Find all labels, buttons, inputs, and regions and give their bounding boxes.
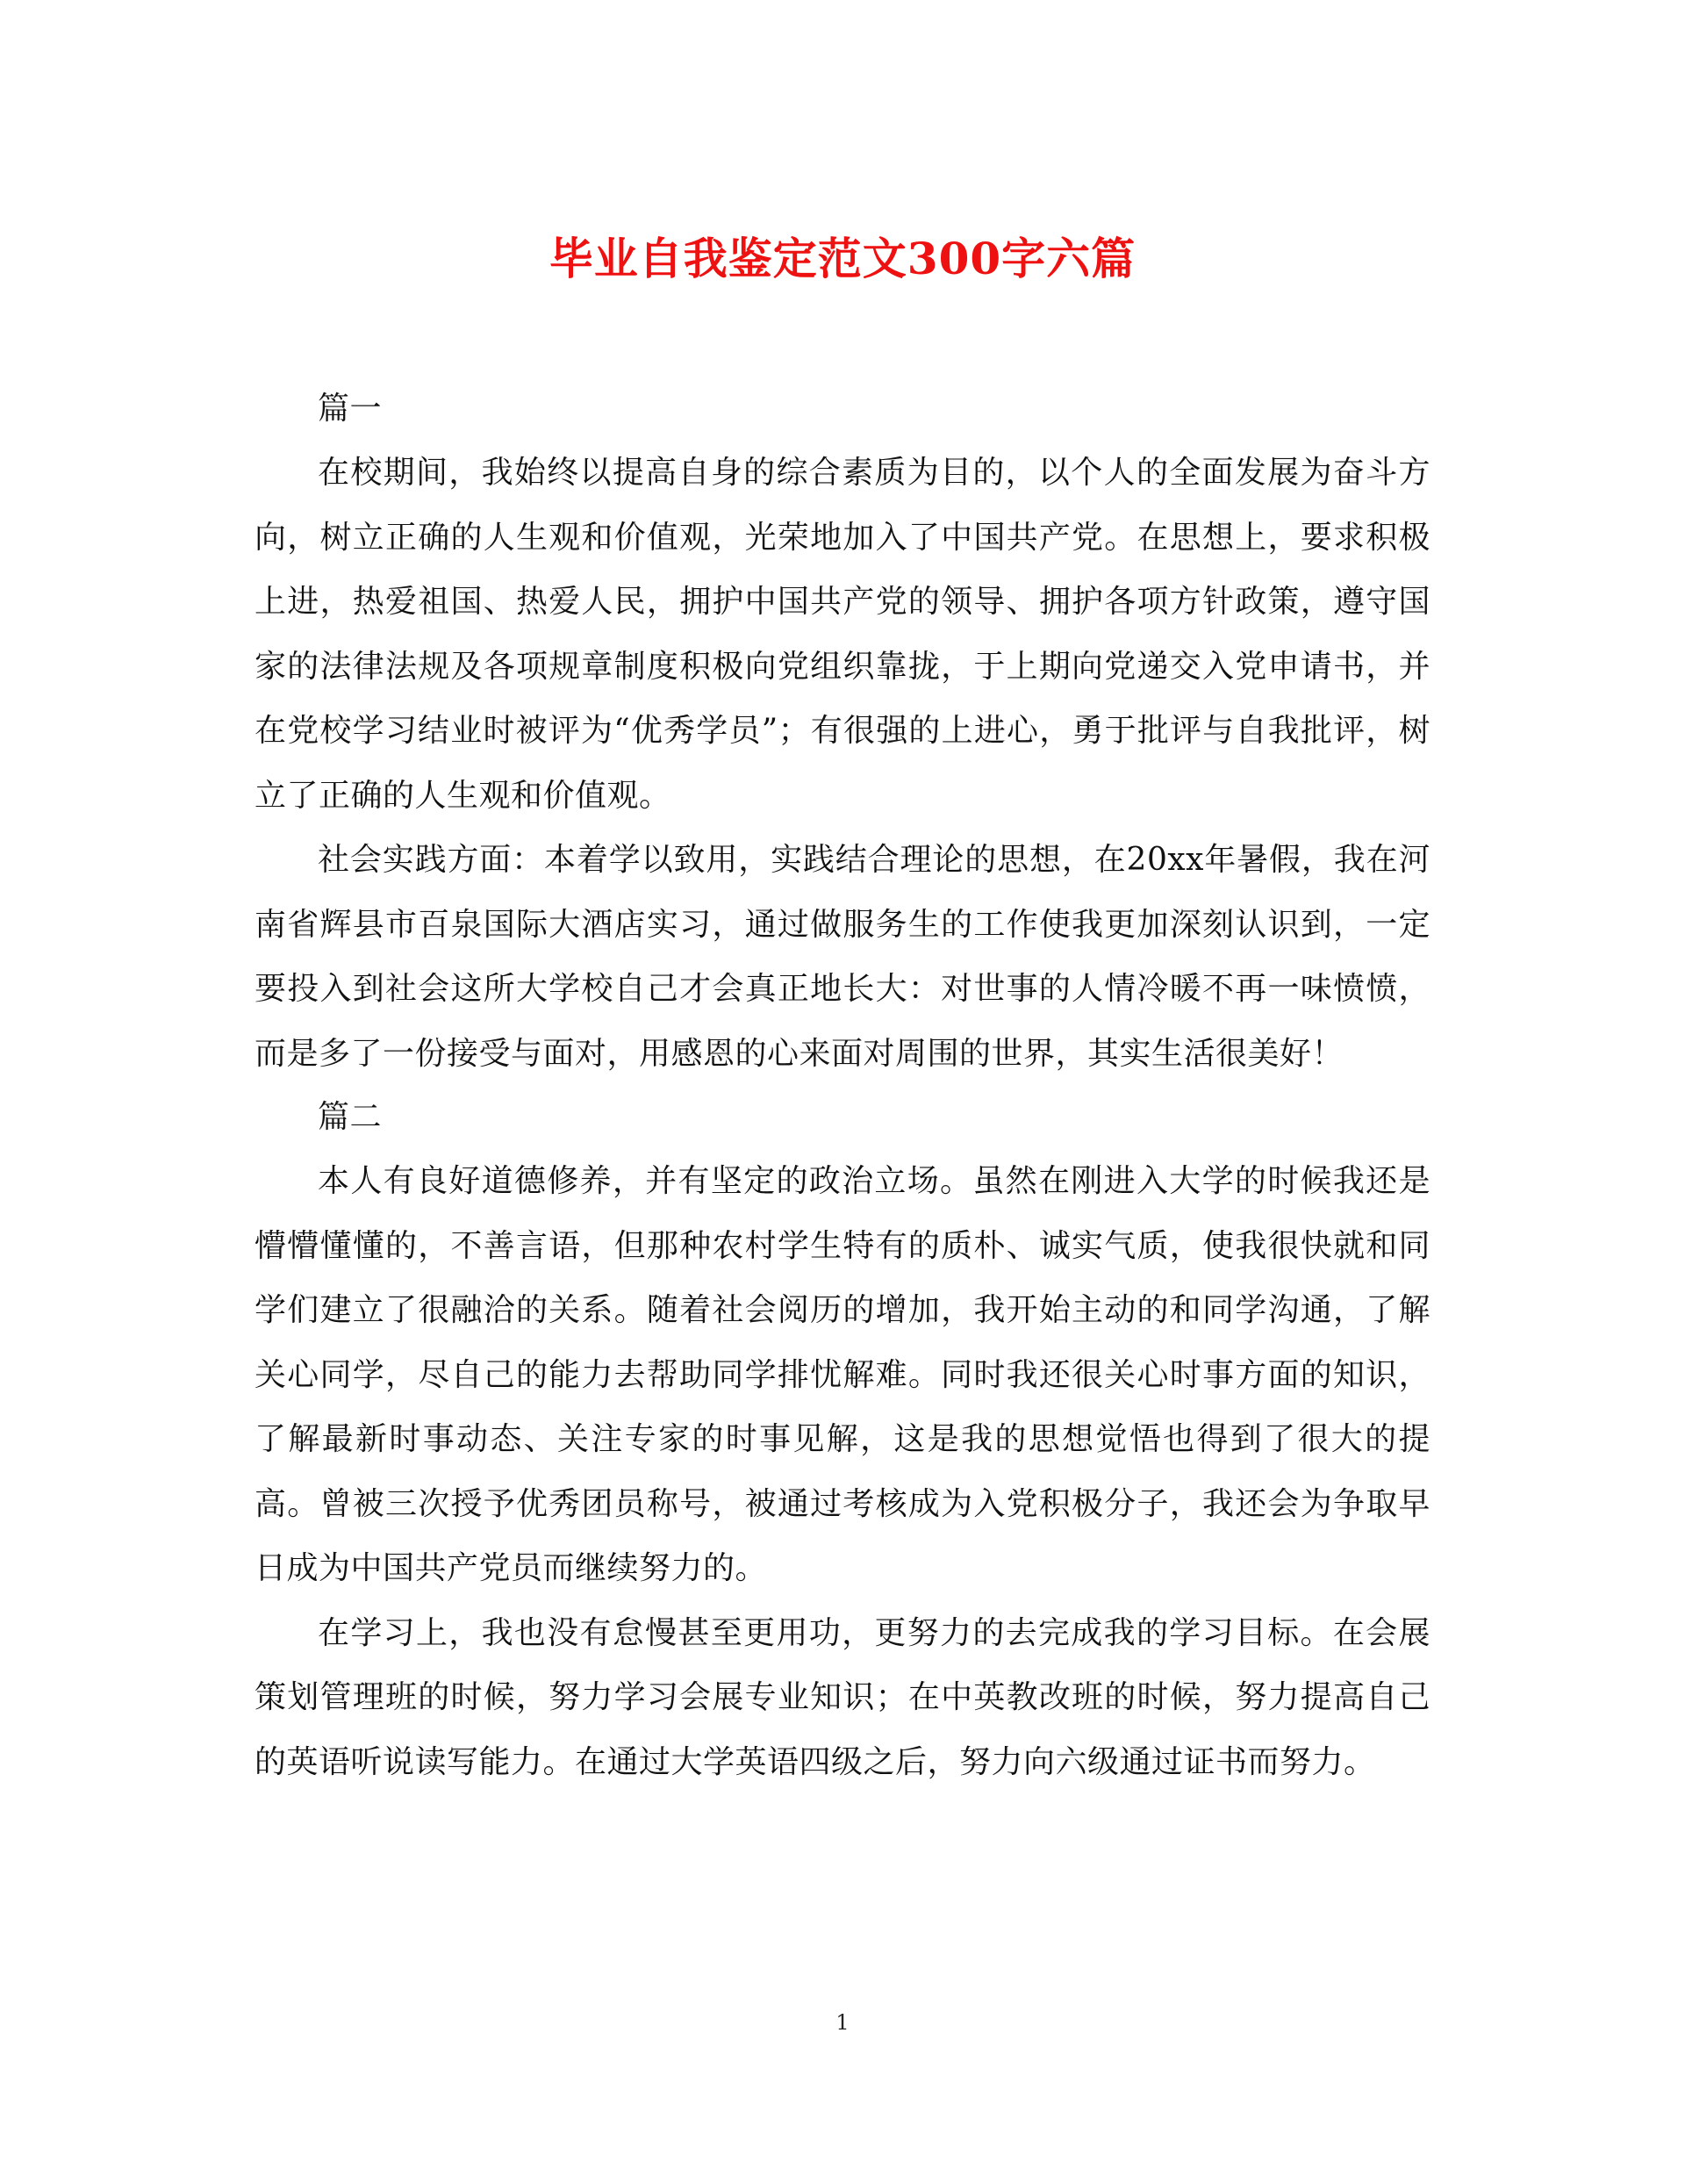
body-paragraph: 在学习上，我也没有怠慢甚至更用功，更努力的去完成我的学习目标。在会展策划管理班的时候，努力学习会展专业知识；在中英教改班的时候，努力提高自己的英语听说读写能力。在通过大学英语四级之后，努力向六级通过证书而努力。	[255, 1614, 1430, 1780]
section-heading: 篇一	[318, 391, 383, 427]
document-body	[255, 377, 1430, 1794]
body-paragraph: 在校期间，我始终以提高自身的综合素质为目的，以个人的全面发展为奋斗方向，树立正确的人生观和价值观，光荣地加入了中国共产党。在思想上，要求积极上进，热爱祖国、热爱人民，拥护中国共产党的领导、拥护各项方针政策，遵守国家的法律法规及各项规章制度积极向党组织靠拢，于上期向党递交入党申请书，并在党校学习结业时被评为“优秀学员”；有很强的上进心，勇于批评与自我批评，树立了正确的人生观和价值观。	[255, 455, 1430, 814]
body-paragraph: 本人有良好道德修养，并有坚定的政治立场。虽然在刚进入大学的时候我还是懵懵懂懂的，不善言语，但那种农村学生特有的质朴、诚实气质，使我很快就和同学们建立了很融洽的关系。随着社会阅历的增加，我开始主动的和同学沟通，了解关心同学，尽自己的能力去帮助同学排忧解难。同时我还很关心时事方面的知识，了解最新时事动态、关注专家的时事见解，这是我的思想觉悟也得到了很大的提高。曾被三次授予优秀团员称号，被通过考核成为入党积极分子，我还会为争取早日成为中国共产党员而继续努力的。	[255, 1163, 1430, 1586]
body-paragraph: 社会实践方面：本着学以致用，实践结合理论的思想，在20xx年暑假，我在河南省辉县市百泉国际大酒店实习，通过做服务生的工作使我更加深刻认识到，一定要投入到社会这所大学校自己才会真正地长大：对世事的人情冷暖不再一味愤愤，而是多了一份接受与面对，用感恩的心来面对周围的世界，其实生活很美好！	[255, 842, 1430, 1072]
section-heading: 篇二	[318, 1099, 383, 1135]
page-number: 1	[835, 2010, 850, 2035]
document-title: 毕业自我鉴定范文300字六篇	[549, 233, 1136, 284]
